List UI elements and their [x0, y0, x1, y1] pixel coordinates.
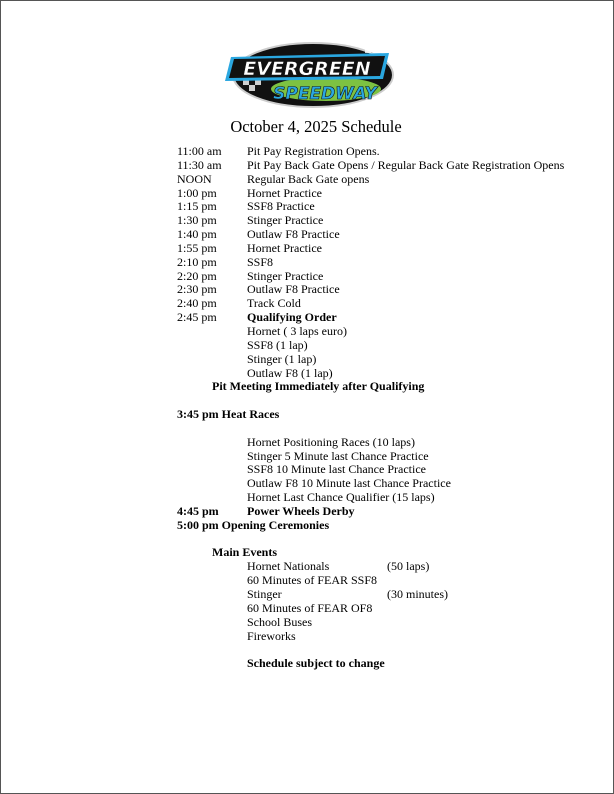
schedule-event: Hornet Last Chance Qualifier (15 laps)	[247, 490, 435, 505]
schedule-event: Outlaw F8 Practice	[247, 282, 340, 297]
evergreen-speedway-logo	[221, 39, 396, 109]
schedule-event: Stinger 5 Minute last Chance Practice	[247, 448, 429, 463]
schedule-event: Outlaw F8 (1 lap)	[247, 365, 333, 380]
schedule-time: 1:00 pm	[177, 185, 217, 200]
schedule-line	[177, 450, 597, 464]
section-heading: Main Events	[212, 545, 278, 560]
event-detail: (30 minutes)	[387, 587, 448, 601]
schedule-time: 5:00 pm Opening Ceremonies	[177, 517, 330, 532]
schedule-line	[177, 145, 597, 159]
schedule-event: Hornet Practice	[247, 185, 322, 200]
schedule-event: School Buses	[247, 614, 313, 629]
schedule-event: Hornet Positioning Races (10 laps)	[247, 434, 415, 449]
schedule-time: 2:45 pm	[177, 310, 217, 325]
schedule-time: 11:30 am	[177, 157, 222, 172]
schedule-event: Stinger Practice	[247, 213, 324, 228]
schedule-list	[177, 145, 597, 671]
schedule-line	[177, 505, 597, 519]
schedule-event: SSF8 10 Minute last Chance Practice	[247, 462, 426, 477]
schedule-event: Hornet ( 3 laps euro)	[247, 323, 347, 338]
schedule-event: Pit Pay Registration Opens.	[247, 144, 380, 158]
schedule-line	[177, 367, 597, 381]
schedule-line	[177, 394, 597, 408]
schedule-event: Track Cold	[247, 296, 301, 311]
event-detail: (50 laps)	[387, 559, 430, 574]
section-heading: Pit Meeting Immediately after Qualifying	[212, 379, 425, 394]
schedule-line	[177, 283, 597, 297]
schedule-event: Stinger Practice	[247, 268, 324, 283]
schedule-line	[177, 242, 597, 256]
schedule-event: Outlaw F8 10 Minute last Chance Practice	[247, 476, 451, 491]
schedule-line	[177, 519, 597, 533]
schedule-line	[177, 228, 597, 242]
schedule-line	[177, 574, 597, 588]
schedule-time: 1:15 pm	[177, 199, 217, 214]
schedule-line	[177, 325, 597, 339]
schedule-event: SSF8	[247, 254, 274, 269]
schedule-line	[177, 630, 597, 644]
schedule-event: SSF8 (1 lap)	[247, 337, 308, 352]
schedule-event: Stinger (1 lap)	[247, 351, 317, 366]
schedule-time: 4:45 pm	[177, 503, 219, 518]
schedule-line	[177, 477, 597, 491]
schedule-time: 3:45 pm Heat Races	[177, 407, 280, 422]
schedule-event: 60 Minutes of FEAR OF8	[247, 600, 373, 615]
schedule-line	[177, 159, 597, 173]
schedule-line	[177, 408, 597, 422]
schedule-line	[177, 353, 597, 367]
schedule-line	[177, 173, 597, 187]
schedule-time: 1:40 pm	[177, 227, 217, 242]
schedule-line	[177, 256, 597, 270]
schedule-event: SSF8 Practice	[247, 199, 315, 214]
schedule-line	[177, 311, 597, 325]
schedule-time: 1:30 pm	[177, 213, 217, 228]
schedule-event: Hornet Practice	[247, 240, 322, 255]
schedule-event: 60 Minutes of FEAR SSF8	[247, 573, 378, 588]
schedule-line	[177, 657, 597, 671]
schedule-line	[177, 463, 597, 477]
schedule-event: Hornet Nationals	[247, 559, 330, 574]
schedule-event: Qualifying Order	[247, 310, 337, 325]
schedule-time: 1:55 pm	[177, 240, 217, 255]
schedule-line	[177, 491, 597, 505]
schedule-line	[177, 616, 597, 630]
schedule-event: Regular Back Gate opens	[247, 171, 370, 186]
schedule-event: Stinger	[247, 587, 282, 601]
schedule-event: Power Wheels Derby	[247, 503, 355, 518]
schedule-line	[177, 588, 597, 602]
schedule-event: Fireworks	[247, 628, 296, 643]
svg-text:EVERGREEN: EVERGREEN	[243, 58, 371, 80]
schedule-time: 11:00 am	[177, 144, 222, 158]
schedule-line	[177, 546, 597, 560]
schedule-line	[177, 436, 597, 450]
schedule-event: Schedule subject to change	[247, 656, 385, 671]
schedule-line	[177, 270, 597, 284]
schedule-line	[177, 643, 597, 657]
schedule-time: 2:20 pm	[177, 268, 217, 283]
schedule-line	[177, 187, 597, 201]
schedule-line	[177, 560, 597, 574]
schedule-line	[177, 380, 597, 394]
svg-text:SPEEDWAY: SPEEDWAY	[273, 84, 377, 104]
schedule-event: Pit Pay Back Gate Opens / Regular Back Gate Registration Opens	[247, 157, 565, 172]
schedule-title: October 4, 2025 Schedule	[230, 117, 402, 136]
schedule-line	[177, 297, 597, 311]
schedule-time: 2:30 pm	[177, 282, 217, 297]
schedule-line	[177, 533, 597, 547]
schedule-line	[177, 200, 597, 214]
schedule-line	[177, 214, 597, 228]
schedule-event: Outlaw F8 Practice	[247, 227, 340, 242]
schedule-time: NOON	[177, 171, 212, 186]
schedule-time: 2:10 pm	[177, 254, 217, 269]
schedule-line	[177, 339, 597, 353]
schedule-time: 2:40 pm	[177, 296, 217, 311]
schedule-line	[177, 602, 597, 616]
schedule-line	[177, 422, 597, 436]
